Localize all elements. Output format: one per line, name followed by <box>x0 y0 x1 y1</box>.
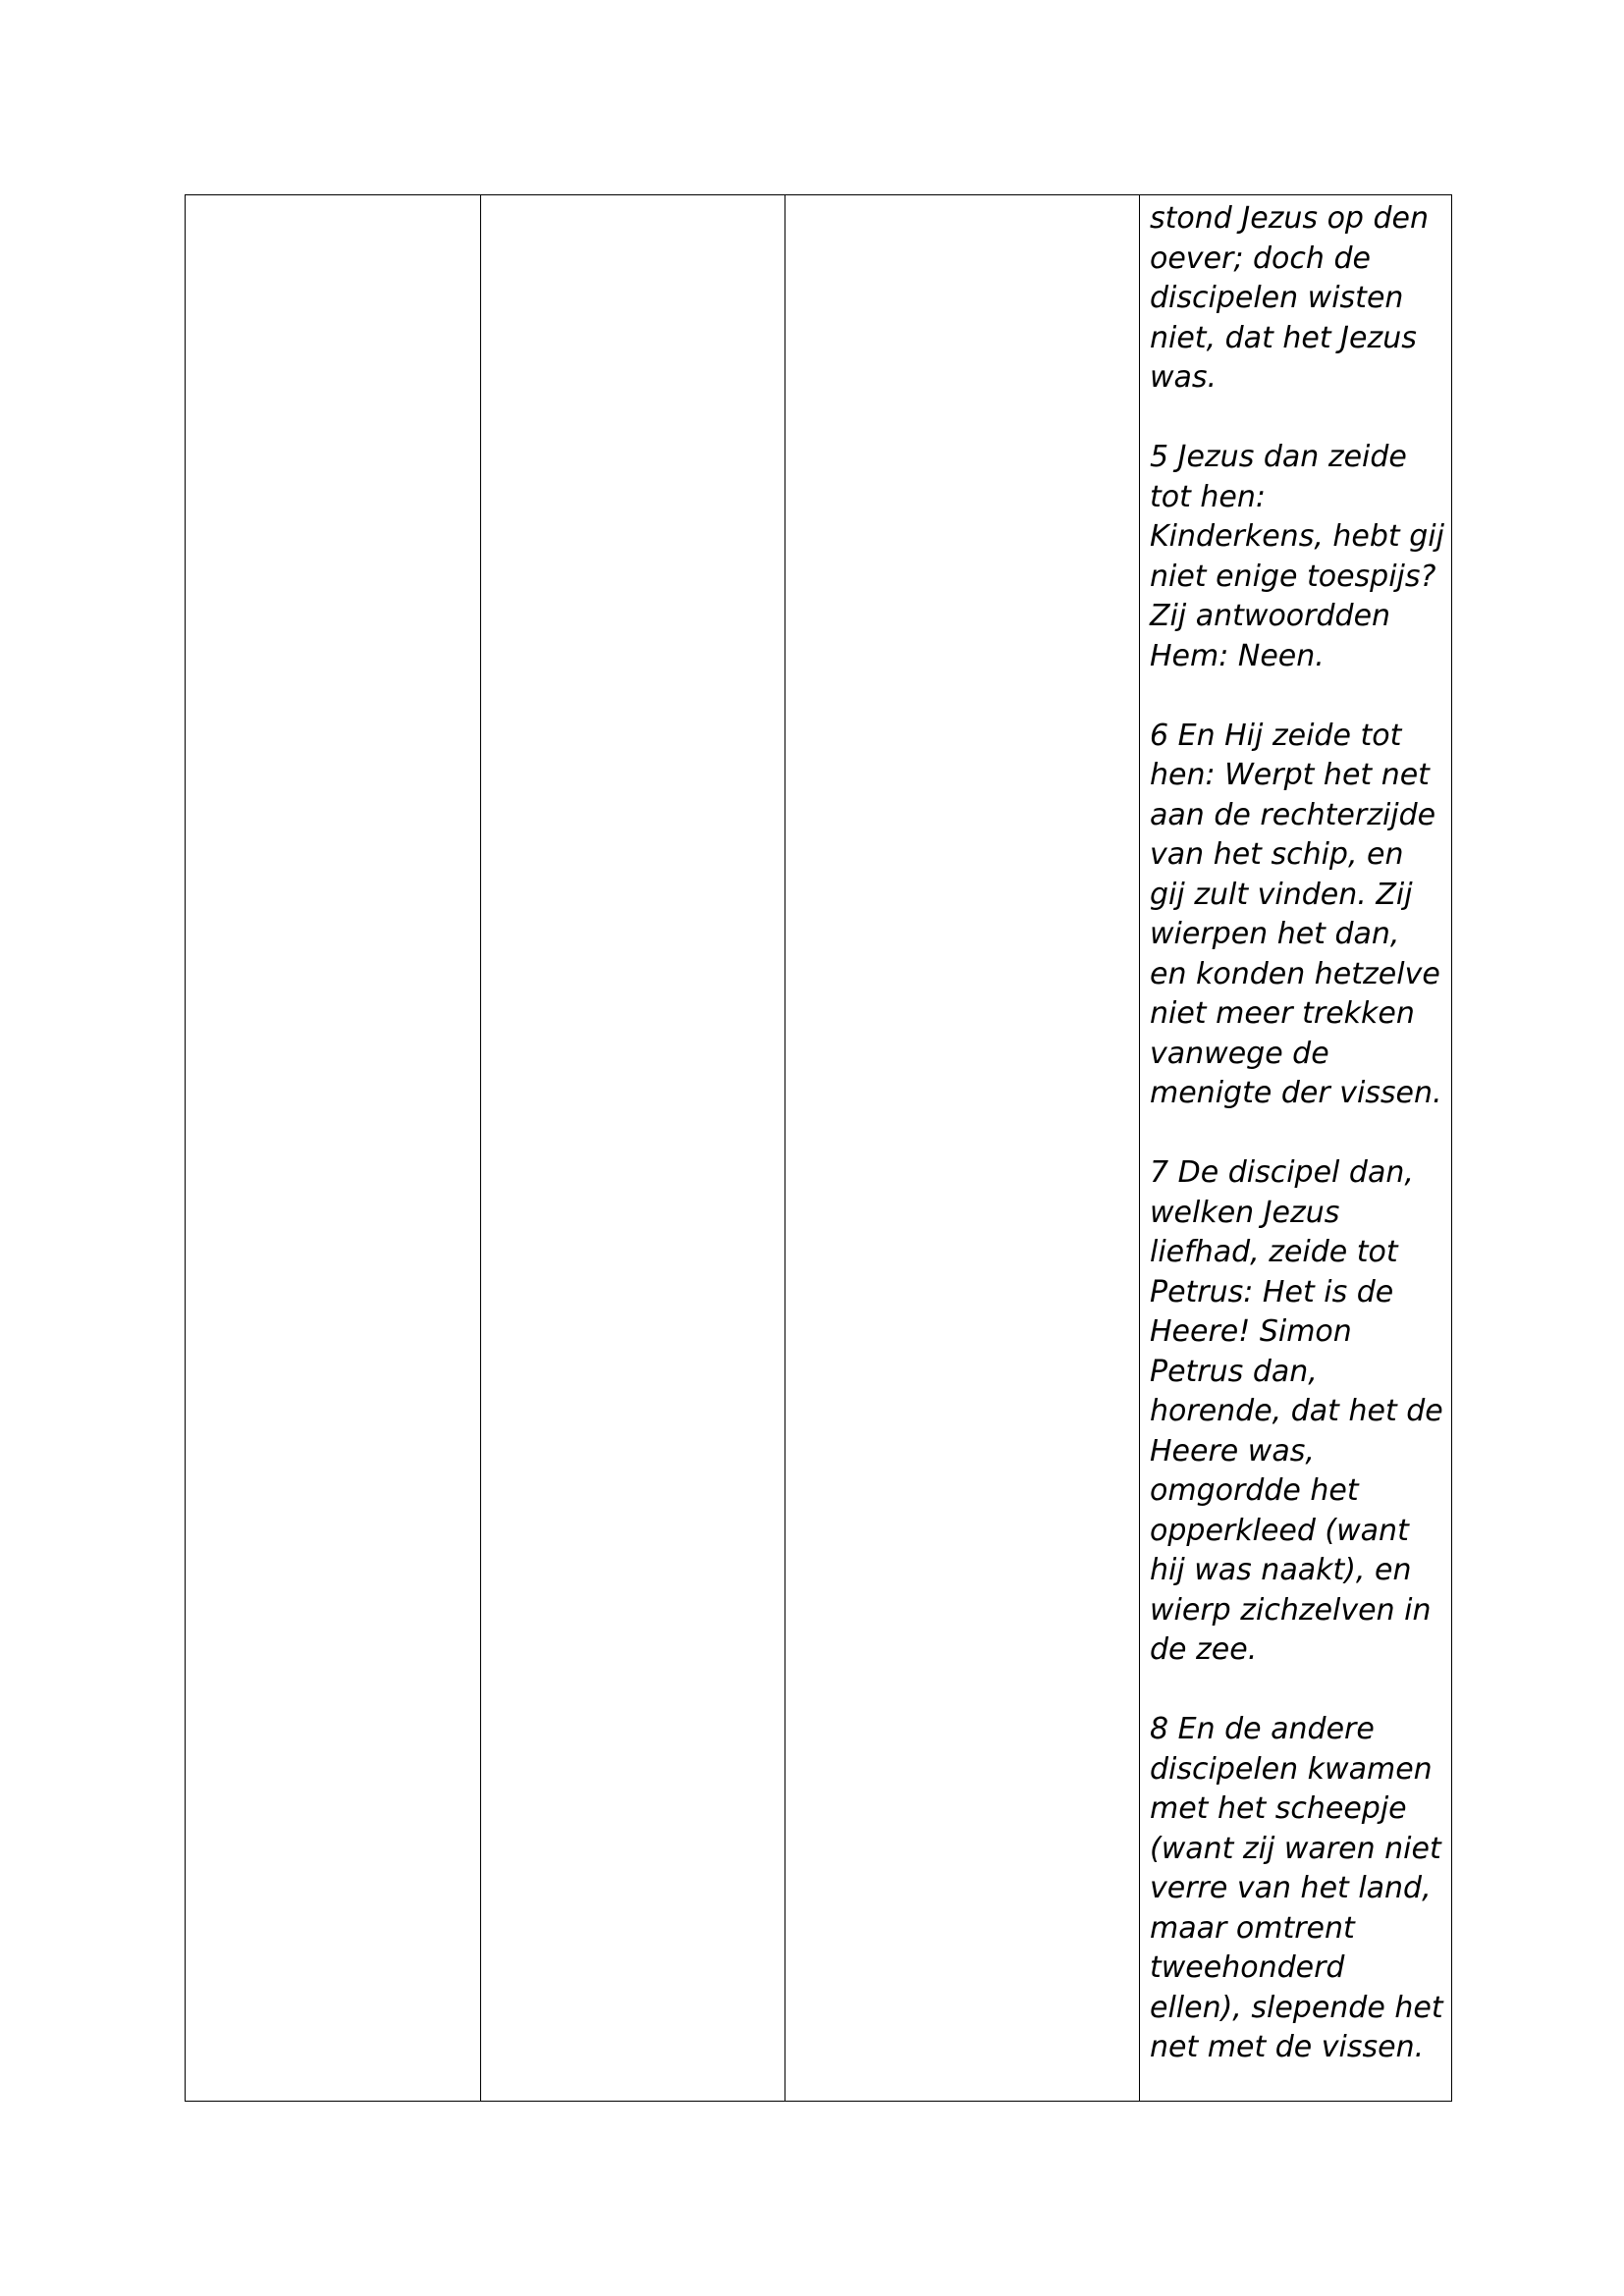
table-row <box>186 195 1452 2102</box>
verse-paragraph: 7 De discipel dan, welken Jezus liefhad, zeide tot Petrus: Het is de Heere! Simon Petrus dan, horende, dat het de Heere was, omgordde het opperkleed (want hij was naakt), en wierp zichzelven in de zee. <box>1150 1155 1443 1667</box>
verse-paragraph: stond Jezus op den oever; doch de discipelen wisten niet, dat het Jezus was. <box>1150 201 1430 395</box>
table-cell-col-3 <box>785 195 1140 2102</box>
verse-paragraph: 8 En de andere discipelen kwamen met het scheepje (want zij waren niet verre van het land, maar omtrent tweehonderd ellen), slepende het net met de vissen. <box>1150 1712 1443 2064</box>
verse-paragraph: 6 En Hij zeide tot hen: Werpt het net aan de rechterzijde van het schip, en gij zult vinden. Zij wierpen het dan, en konden hetzelve niet meer trekken vanwege de menigte der vissen. <box>1150 718 1442 1110</box>
document-table <box>185 194 1452 2102</box>
table-cell-col-1 <box>186 195 481 2102</box>
table-cell-col-4 <box>1140 195 1452 2102</box>
table-cell-col-2 <box>481 195 785 2102</box>
verse-paragraph: 5 Jezus dan zeide tot hen: Kinderkens, hebt gij niet enige toespijs? Zij antwoordden Hem: Neen. <box>1150 440 1444 673</box>
